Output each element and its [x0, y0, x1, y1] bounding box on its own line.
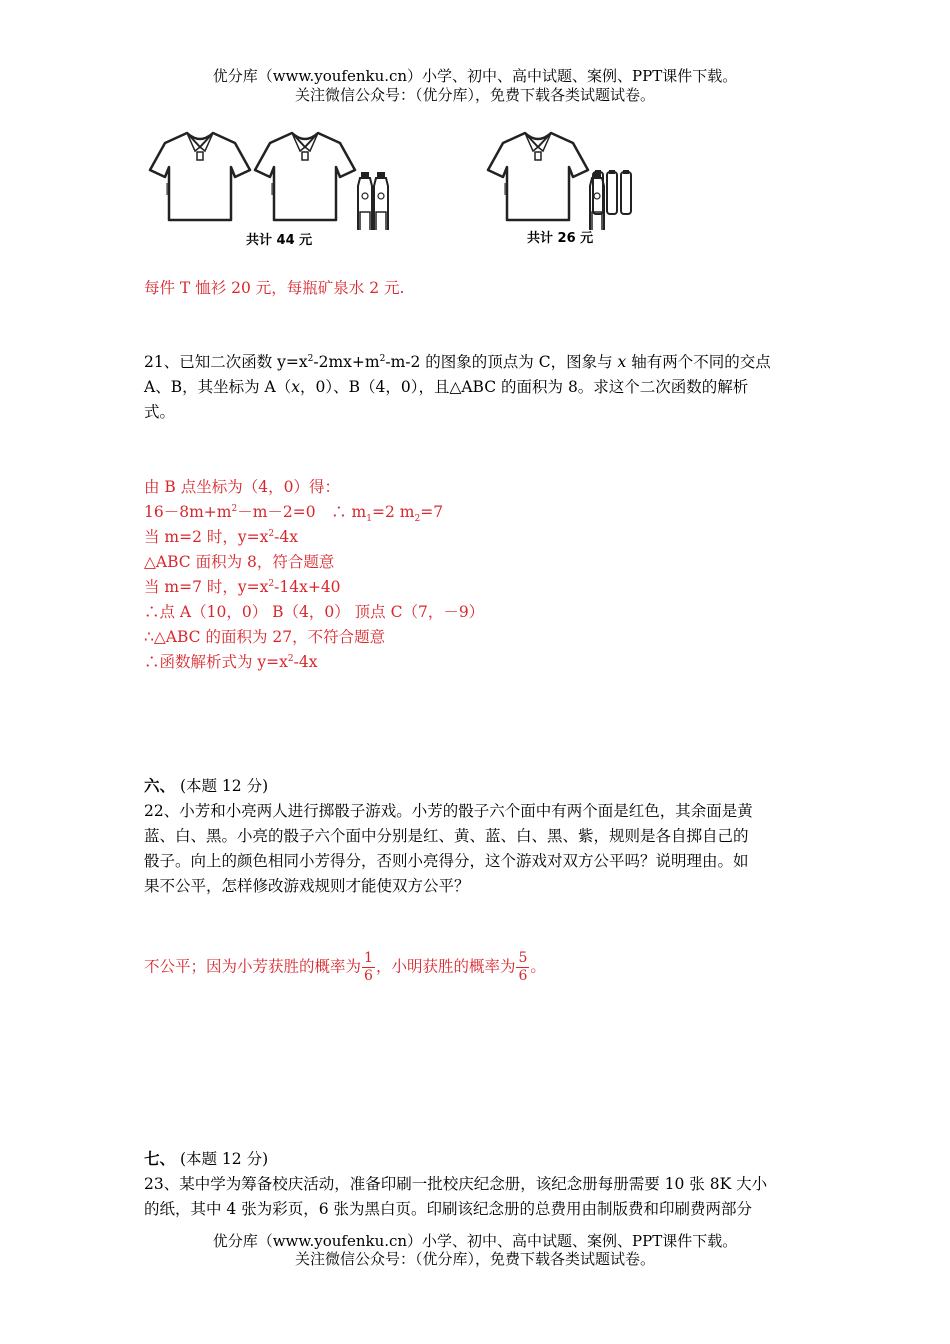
q22-answer: 不公平；因为小芳获胜的概率为 $\frac{1}{6}$ ，小明获胜的概率为 $\frac{5}{6}$ 。	[144, 950, 546, 984]
tshirt-right-1	[488, 133, 588, 220]
q20-answer: 每件 T 恤衫 20 元，每瓶矿泉水 2 元.	[144, 279, 405, 297]
q21-solution-8: ∴函数解析式为 $y=x^2-4x$	[144, 653, 318, 671]
tshirt-left-1	[150, 133, 250, 220]
q21-solution-5: 当 m=7 时，$y=x^2-14x+40$	[144, 578, 341, 596]
q21-solution-3: 当 m=2 时，$y=x^2-4x$	[144, 528, 298, 546]
figure-caption-right: 共计 26 元	[527, 231, 594, 246]
q21-line-2: A、B，其坐标为 A（x，0）、B（4，0），且△ABC 的面积为 8。求这个二次函数的解析	[144, 378, 749, 396]
q23-line-1: 23、某中学为筹备校庆活动，准备印刷一批校庆纪念册，该纪念册每册需要 10 张 8K 大小	[144, 1175, 768, 1193]
q22-line-1: 22、小芳和小亮两人进行掷骰子游戏。小芳的骰子六个面中有两个面是红色，其余面是黄	[144, 802, 753, 820]
section-6-heading: 六、 (本题 12 分)	[144, 776, 269, 795]
header-line-1: 优分库（www.youfenku.cn）小学、初中、高中试题、案例、PPT课件下载。	[212, 67, 738, 85]
section-7-heading: 七、 (本题 12 分)	[144, 1149, 269, 1168]
fraction-five-sixths: $\frac{5}{6}$	[518, 950, 528, 984]
bottle-group-right	[590, 170, 640, 220]
figure-caption-left: 共计 44 元	[246, 233, 313, 248]
q22-line-2: 蓝、白、黑。小亮的骰子六个面中分别是红、黄、蓝、白、黑、紫，规则是各自掷自己的	[144, 827, 749, 845]
q21-solution-2: $16-8m+m^2-m-2=0$ ∴ $m_1=2$ $m_2=7$	[144, 503, 444, 525]
tshirt-bottle-illustration	[140, 120, 610, 230]
q21-solution-6: ∴点 A（10，0） B（4，0） 顶点 C（7，－9）	[144, 603, 485, 621]
q21-solution-1: 由 B 点坐标为（4，0）得：	[144, 478, 340, 496]
q22-line-3: 骰子。向上的颜色相同小芳得分，否则小亮得分，这个游戏对双方公平吗？说明理由。如	[144, 852, 749, 870]
q21-solution-7: ∴△ABC 的面积为 27，不符合题意	[144, 628, 386, 646]
q21-line-3: 式。	[144, 403, 176, 421]
q21-solution-4: △ABC 面积为 8，符合题意	[144, 553, 335, 571]
header-line-2: 关注微信公众号：（优分库），免费下载各类试题试卷。	[294, 86, 655, 104]
footer-line-1: 优分库（www.youfenku.cn）小学、初中、高中试题、案例、PPT课件下载。	[212, 1232, 738, 1250]
fraction-one-sixth: $\frac{1}{6}$	[364, 950, 373, 984]
tshirt-left-2	[255, 133, 355, 220]
q23-line-2: 的纸，其中 4 张为彩页，6 张为黑白页。印刷该纪念册的总费用由制版费和印刷费两部分	[144, 1200, 753, 1218]
q21-line-1: 21、已知二次函数 $y=x^2-2mx+m^2-m-2$ 的图象的顶点为 C，图象与 x 轴有两个不同的交点	[144, 353, 771, 371]
bottle-left-2	[374, 172, 388, 230]
bottle-left-1	[358, 172, 372, 230]
q22-line-4: 果不公平，怎样修改游戏规则才能使双方公平？	[144, 877, 470, 895]
footer-line-2: 关注微信公众号：（优分库），免费下载各类试题试卷。	[294, 1250, 655, 1268]
